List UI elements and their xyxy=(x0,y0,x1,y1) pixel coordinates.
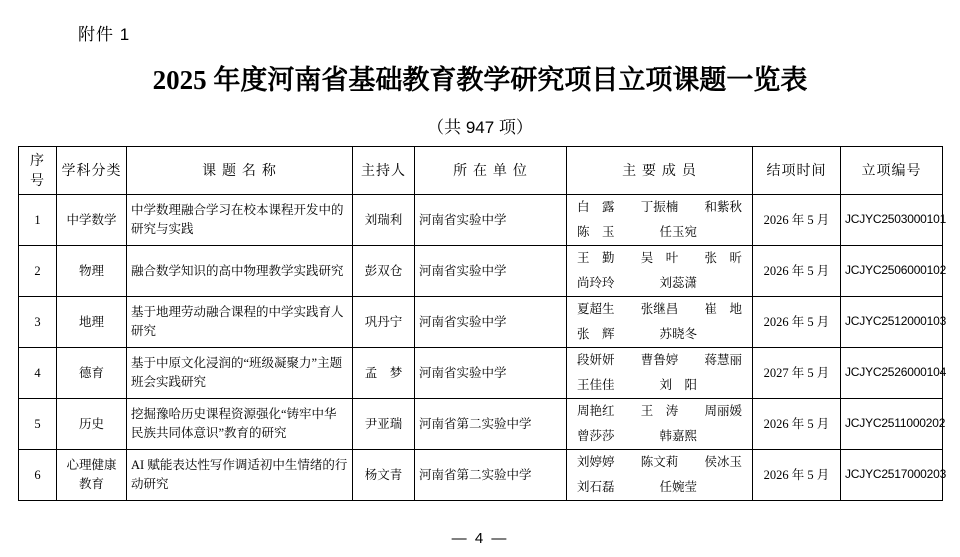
member: 蒋慧丽 xyxy=(704,353,742,368)
cell-subject: 物理 xyxy=(57,245,127,296)
cell-topic: 中学数理融合学习在校本课程开发中的研究与实践 xyxy=(127,194,353,245)
member: 丁振楠 xyxy=(640,200,679,215)
member: 周艳红 xyxy=(577,404,615,419)
cell-code: JCJYC2512000103 xyxy=(841,296,943,347)
member: 王佳佳 xyxy=(577,377,615,392)
header-topic: 课 题 名 称 xyxy=(127,147,353,195)
cell-no: 6 xyxy=(19,449,57,500)
cell-code: JCJYC2506000102 xyxy=(841,245,943,296)
cell-end-date: 2026 年 5 月 xyxy=(753,194,841,245)
header-subject: 学科分类 xyxy=(57,147,127,195)
cell-members xyxy=(567,398,753,449)
member: 任玉宛 xyxy=(659,224,698,239)
cell-leader: 杨文青 xyxy=(353,449,415,500)
cell-leader: 尹亚瑞 xyxy=(353,398,415,449)
cell-end-date: 2026 年 5 月 xyxy=(753,449,841,500)
cell-members xyxy=(567,245,753,296)
member: 张继昌 xyxy=(640,302,679,317)
cell-unit: 河南省实验中学 xyxy=(415,347,567,398)
cell-code: JCJYC2503000101 xyxy=(841,194,943,245)
cell-subject: 地理 xyxy=(57,296,127,347)
member: 张 辉 xyxy=(577,326,615,341)
cell-topic: 挖掘豫哈历史课程资源强化“铸牢中华民族共同体意识”教育的研究 xyxy=(127,398,353,449)
member: 刘 阳 xyxy=(659,377,698,392)
cell-unit: 河南省实验中学 xyxy=(415,296,567,347)
member: 周丽媛 xyxy=(704,404,742,419)
cell-end-date: 2026 年 5 月 xyxy=(753,245,841,296)
cell-subject: 心理健康教育 xyxy=(57,449,127,500)
cell-leader: 刘瑞利 xyxy=(353,194,415,245)
cell-no: 1 xyxy=(19,194,57,245)
member: 韩嘉熙 xyxy=(659,428,698,443)
cell-end-date: 2026 年 5 月 xyxy=(753,296,841,347)
member: 陈文莉 xyxy=(640,455,679,470)
member: 崔 地 xyxy=(704,302,742,317)
cell-subject: 中学数学 xyxy=(57,194,127,245)
table-row xyxy=(19,296,943,347)
member: 段妍妍 xyxy=(577,353,615,368)
cell-members xyxy=(567,347,753,398)
cell-code: JCJYC2526000104 xyxy=(841,347,943,398)
project-list-table xyxy=(18,146,947,501)
header-end-date: 结项时间 xyxy=(753,147,841,195)
member: 陈 玉 xyxy=(577,224,615,239)
cell-members xyxy=(567,296,753,347)
table-row xyxy=(19,398,943,449)
member: 曹鲁婷 xyxy=(640,353,679,368)
member: 王 勤 xyxy=(577,251,615,266)
cell-unit: 河南省实验中学 xyxy=(415,194,567,245)
member: 刘蕊潇 xyxy=(659,275,698,290)
cell-members xyxy=(567,449,753,500)
member: 夏超生 xyxy=(577,302,615,317)
member: 张 昕 xyxy=(704,251,742,266)
cell-no: 5 xyxy=(19,398,57,449)
header-members: 主 要 成 员 xyxy=(567,147,753,195)
member: 和紫秋 xyxy=(704,200,742,215)
cell-code: JCJYC2517000203 xyxy=(841,449,943,500)
table-row xyxy=(19,449,943,500)
cell-topic: 融合数学知识的高中物理教学实践研究 xyxy=(127,245,353,296)
member: 白 露 xyxy=(577,200,615,215)
member: 曾莎莎 xyxy=(577,428,615,443)
table-row xyxy=(19,194,943,245)
cell-end-date: 2027 年 5 月 xyxy=(753,347,841,398)
header-leader: 主持人 xyxy=(353,147,415,195)
header-no: 序号 xyxy=(19,147,57,195)
member: 吴 叶 xyxy=(640,251,679,266)
table-row xyxy=(19,245,943,296)
cell-topic: 基于地理劳动融合课程的中学实践育人研究 xyxy=(127,296,353,347)
table-header-row xyxy=(19,147,943,195)
cell-unit: 河南省第二实验中学 xyxy=(415,398,567,449)
cell-leader: 彭双仓 xyxy=(353,245,415,296)
attachment-label: 附件 1 xyxy=(78,25,131,44)
header-unit: 所 在 单 位 xyxy=(415,147,567,195)
cell-topic: 基于中原文化浸润的“班级凝聚力”主题班会实践研究 xyxy=(127,347,353,398)
cell-end-date: 2026 年 5 月 xyxy=(753,398,841,449)
cell-leader: 巩丹宁 xyxy=(353,296,415,347)
cell-code: JCJYC2511000202 xyxy=(841,398,943,449)
cell-no: 4 xyxy=(19,347,57,398)
member: 王 涛 xyxy=(640,404,679,419)
page-title: 2025 年度河南省基础教育教学研究项目立项课题一览表 xyxy=(152,65,808,95)
cell-topic: AI 赋能表达性写作调适初中生情绪的行动研究 xyxy=(127,449,353,500)
cell-subject: 历史 xyxy=(57,398,127,449)
table-row xyxy=(19,347,943,398)
member: 苏晓冬 xyxy=(659,326,698,341)
header-code: 立项编号 xyxy=(841,147,943,195)
cell-unit: 河南省第二实验中学 xyxy=(415,449,567,500)
cell-members xyxy=(567,194,753,245)
member: 任婉莹 xyxy=(659,479,698,494)
member: 侯冰玉 xyxy=(704,455,742,470)
member: 刘婷婷 xyxy=(577,455,615,470)
cell-unit: 河南省实验中学 xyxy=(415,245,567,296)
project-count-subtitle: （共 947 项） xyxy=(427,118,533,137)
member: 尚玲玲 xyxy=(577,275,615,290)
cell-no: 3 xyxy=(19,296,57,347)
page-number: — 4 — xyxy=(451,530,509,547)
cell-no: 2 xyxy=(19,245,57,296)
member: 刘石磊 xyxy=(577,479,615,494)
cell-leader: 孟 梦 xyxy=(353,347,415,398)
cell-subject: 德育 xyxy=(57,347,127,398)
